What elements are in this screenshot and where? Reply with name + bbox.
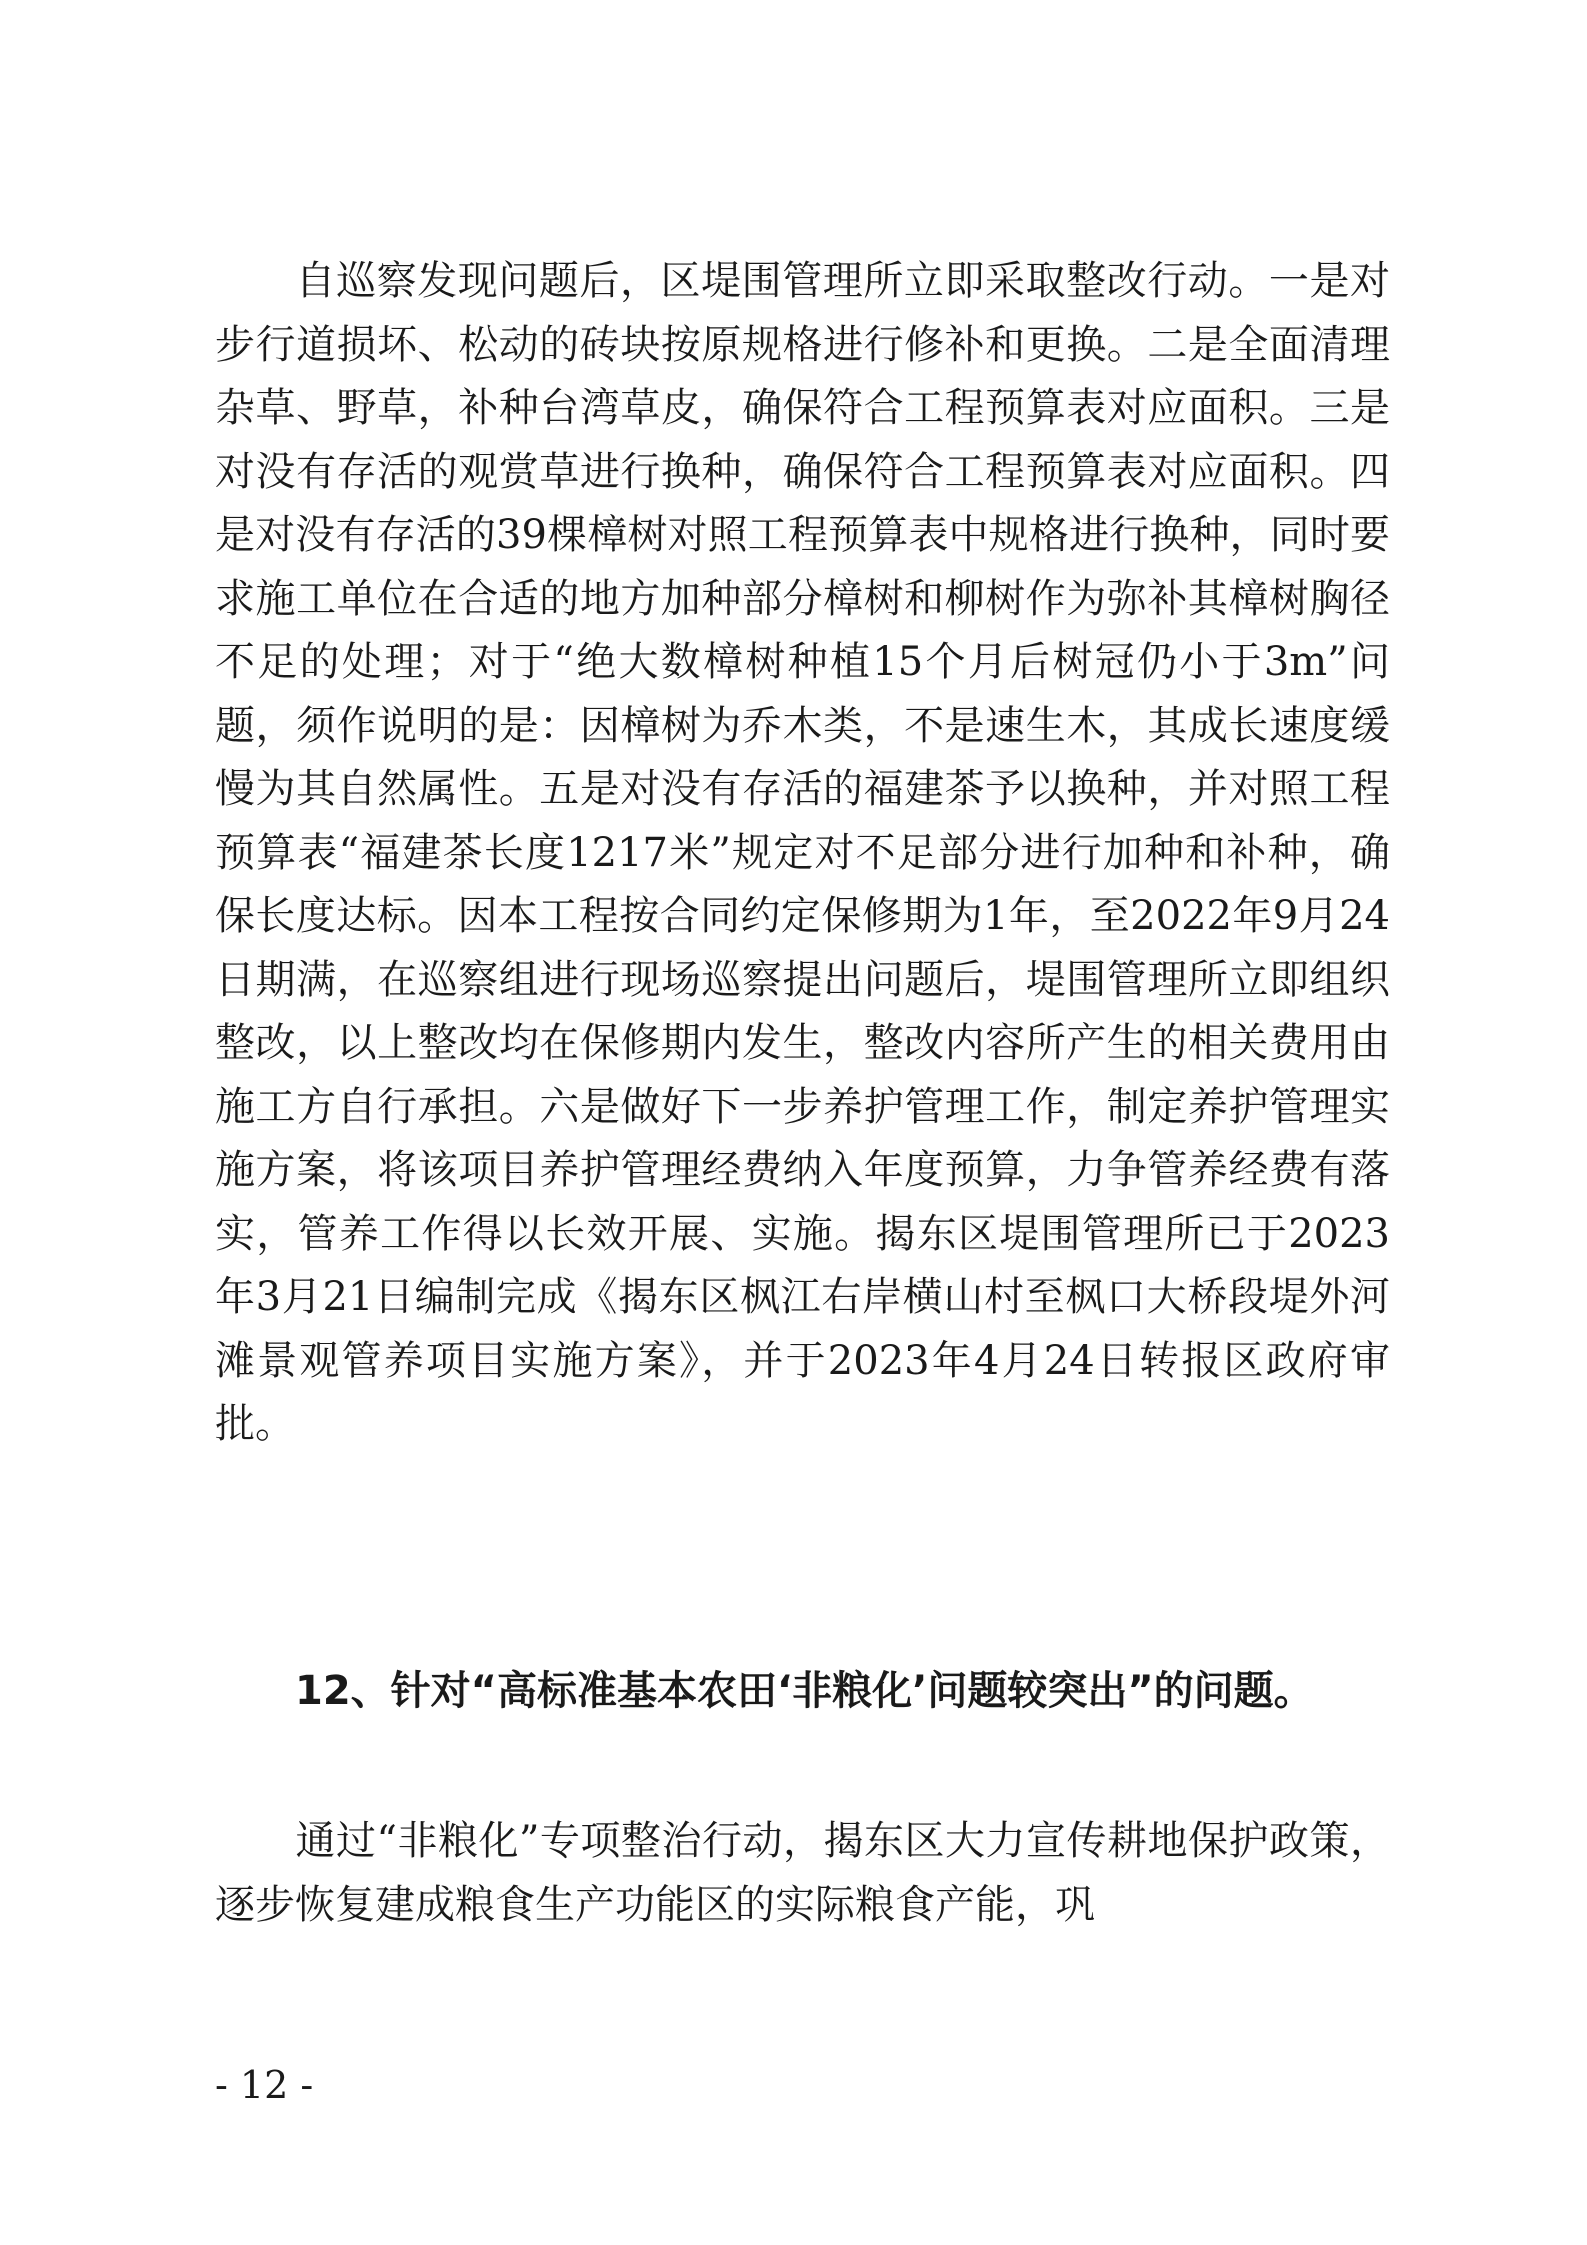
body-paragraph-rectification: [215, 250, 1390, 1457]
heading-text: 12、针对“高标准基本农田‘非粮化’问题较突出”的问题。: [295, 1668, 1314, 1714]
paragraph-text: 自巡察发现问题后，区堤围管理所立即采取整改行动。一是对步行道损坏、松动的砖块按原规格进行修补和更换。二是全面清理杂草、野草，补种台湾草皮，确保符合工程预算表对应面积。三是对没有存活的观赏草进行换种，确保符合工程预算表对应面积。四是对没有存活的39棵樟树对照工程预算表中规格进行换种，同时要求施工单位在合适的地方加种部分樟树和柳树作为弥补其樟树胸径不足的处理；对于“绝大数樟树种植15个月后树冠仍小于3m”问题，须作说明的是：因樟树为乔木类，不是速生木，其成长速度缓慢为其自然属性。五是对没有存活的福建茶予以换种，并对照工程预算表“福建茶长度1217米”规定对不足部分进行加种和补种，确保长度达标。因本工程按合同约定保修期为1年，至2022年9月24日期满，在巡察组进行现场巡察提出问题后，堤围管理所立即组织整改，以上整改均在保修期内发生，整改内容所产生的相关费用由施工方自行承担。六是做好下一步养护管理工作，制定养护管理实施方案，将该项目养护管理经费纳入年度预算，力争管养经费有落实，管养工作得以长效开展、实施。揭东区堤围管理所已于2023年3月21日编制完成《揭东区枫江右岸横山村至枫口大桥段堤外河滩景观管养项目实施方案》，并于2023年4月24日转报区政府审批。: [215, 258, 1390, 1447]
section-heading-12: [215, 1658, 1390, 1724]
page-number: - 12 -: [215, 2063, 314, 2107]
body-paragraph-non-grain: [215, 1810, 1390, 1937]
paragraph-text: 通过“非粮化”专项整治行动，揭东区大力宣传耕地保护政策，逐步恢复建成粮食生产功能区的实际粮食产能，巩: [215, 1818, 1390, 1928]
